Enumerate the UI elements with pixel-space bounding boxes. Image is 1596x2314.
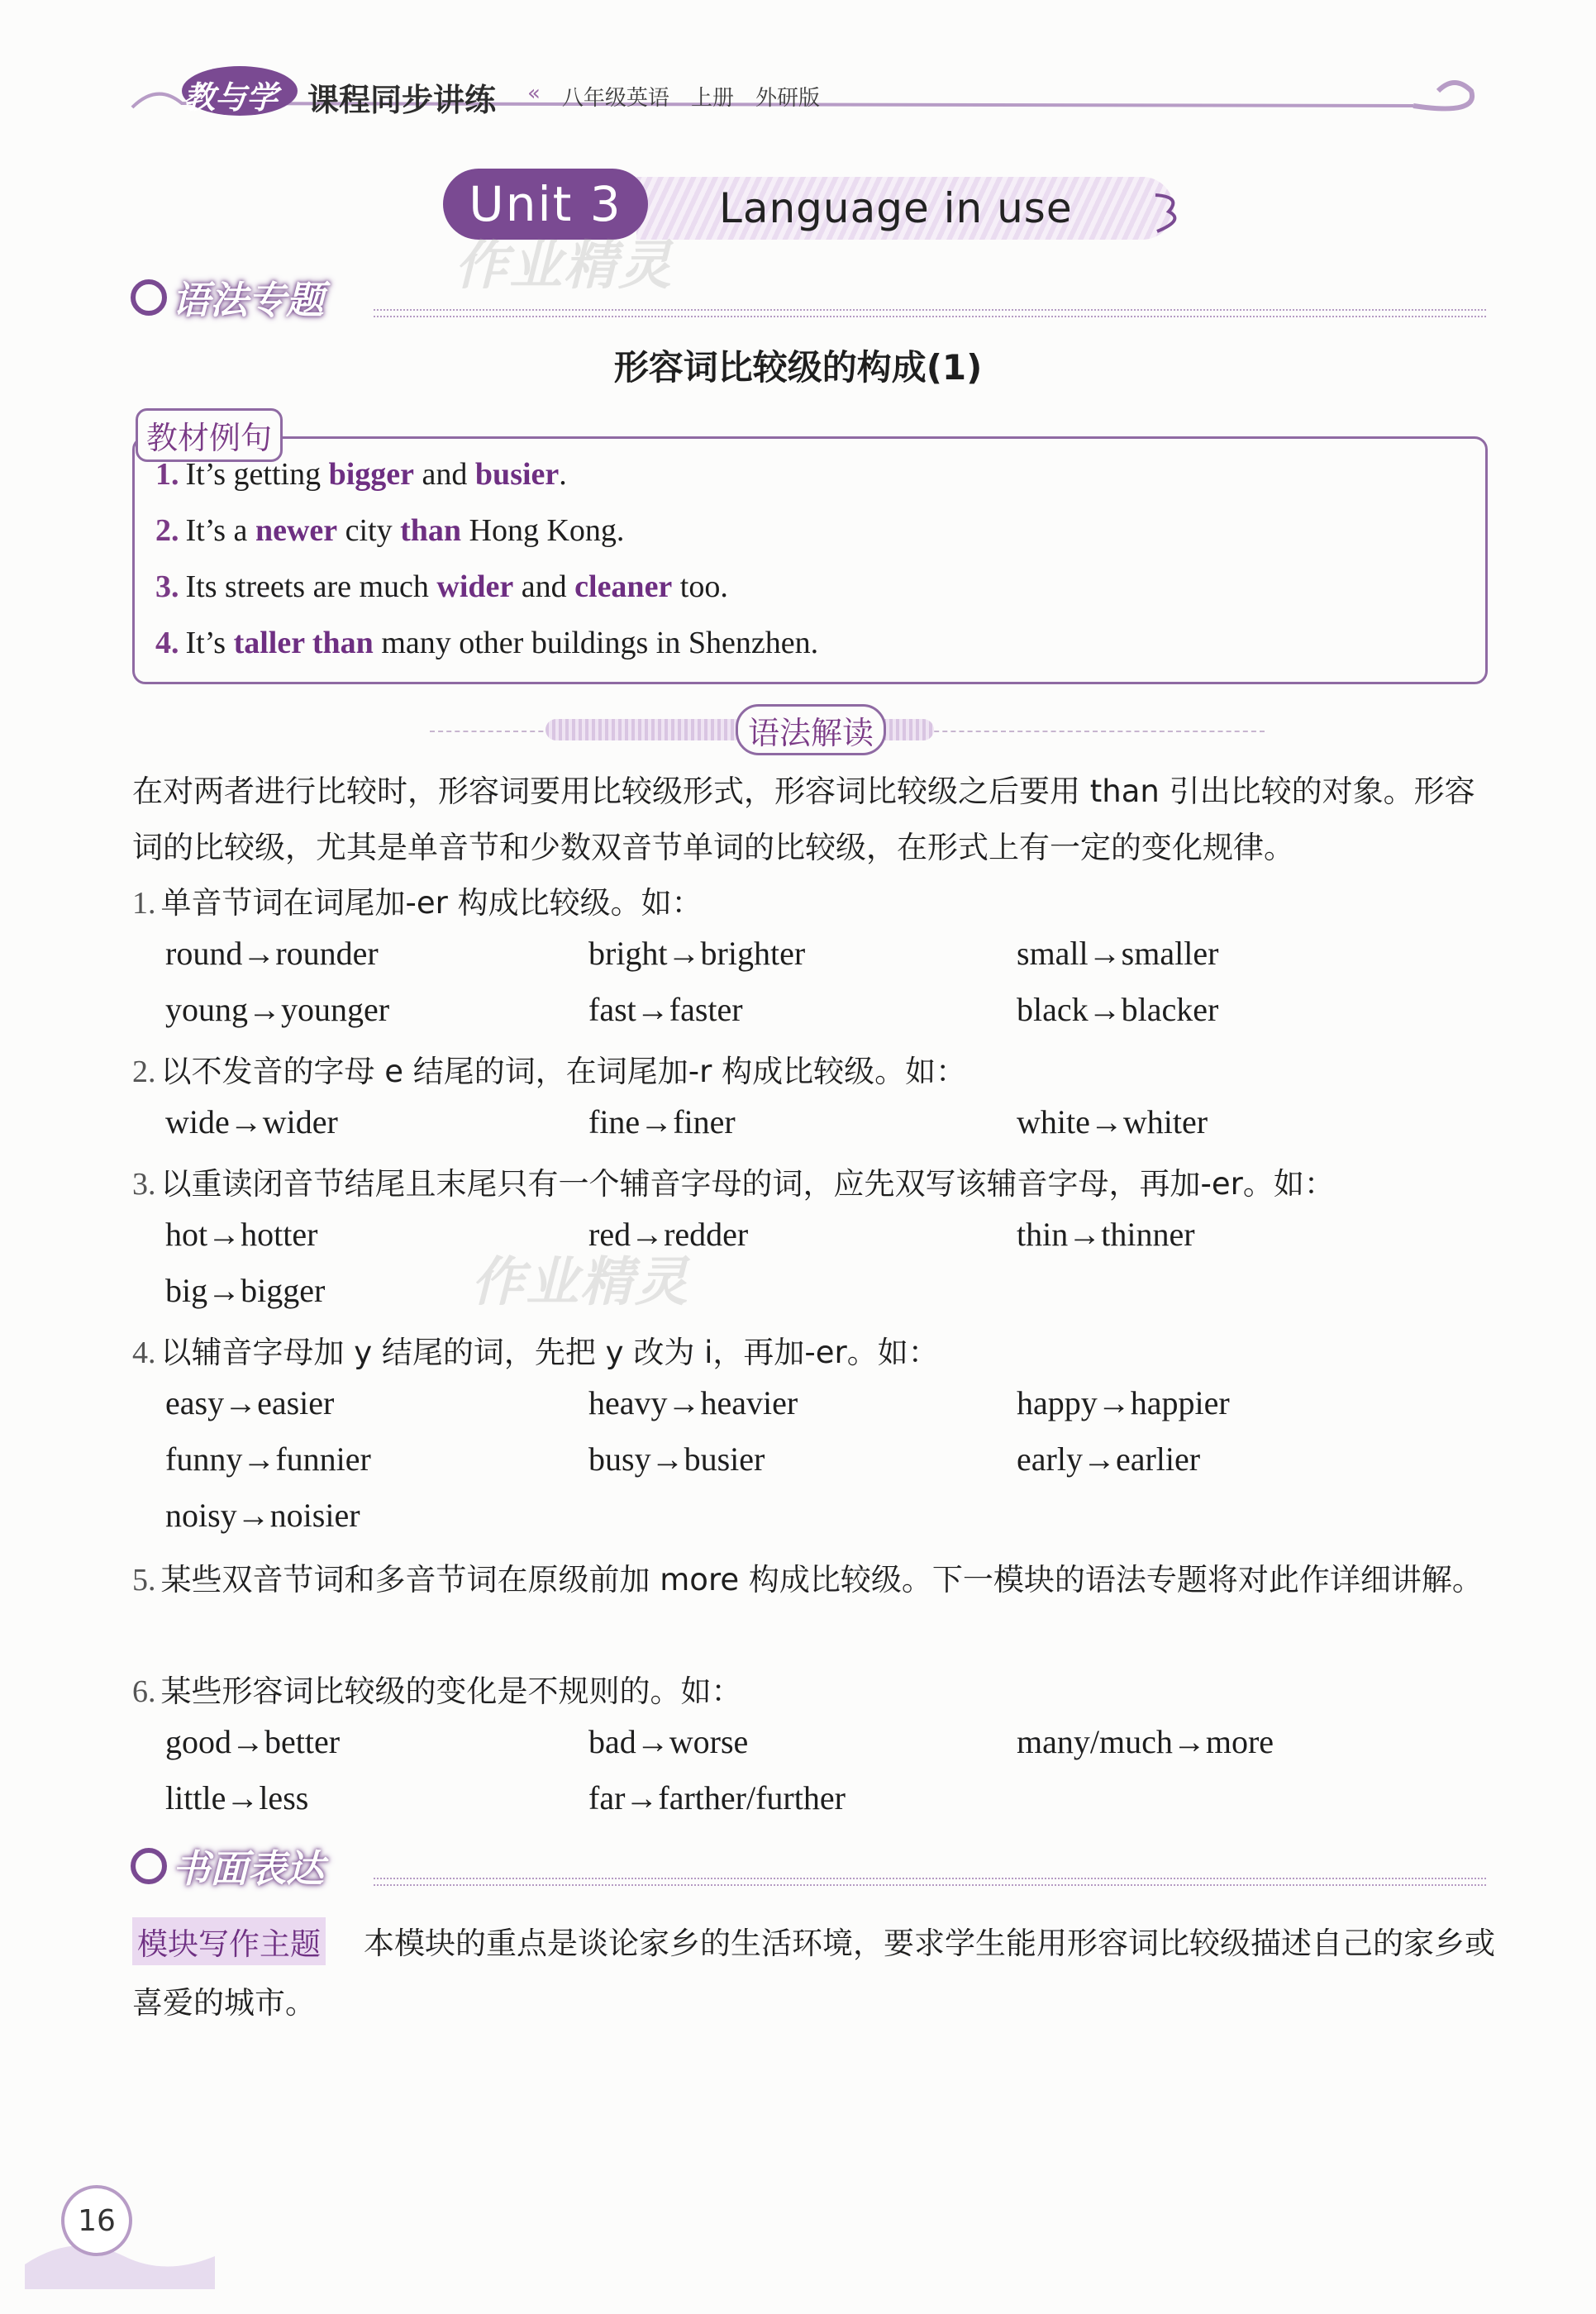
grammar-section-label: 语法专题 [172,278,324,322]
grammar-title: 形容词比较级的构成(1) [613,347,983,388]
example-word: funny→funnier [165,1440,371,1478]
explain-intro: 在对两者进行比较时，形容词要用比较级形式，形容词比较级之后要用 than 引出比较的对象。形容词的比较级，尤其是单音节和少数双音节单词的比较级，在形式上有一定的变化规律。 [132,774,1475,865]
example-word: bright→brighter [588,935,806,972]
watermark-top: 作业精灵 [455,236,673,297]
grammar-section-tag [131,273,324,322]
writing-topic-tag: 模块写作主题 [132,1917,326,1965]
example-word: far→farther/further [588,1779,846,1816]
example-word: wide→wider [165,1103,338,1140]
example-word: round→rounder [165,935,379,972]
example-word: hot→hotter [165,1216,318,1253]
example-word: white→whiter [1017,1103,1208,1140]
example-word: noisy→noisier [165,1497,360,1534]
header-edition: 外研版 [755,86,820,111]
rule-5: 5. 某些双音节词和多音节词在原级前加 more 构成比较级。下一模块的语法专题将对此作详细讲解。 [132,1562,1483,1597]
example-word: good→better [165,1723,341,1760]
watermark-mid: 作业精灵 [471,1252,689,1313]
writing-section-label: 书面表达 [172,1846,324,1891]
example-word: early→earlier [1017,1440,1201,1478]
example-word: busy→busier [588,1440,765,1478]
writing-section-line [374,1878,1486,1886]
header-quote: « [527,81,541,106]
rule-4: 4. 以辅音字母加 y 结尾的词，先把 y 改为 i，再加-er。如： [132,1335,939,1370]
header-brand: 教与学 [183,78,279,116]
example-line: 3. Its streets are much wider and cleaner too. [155,569,728,604]
section-circle-icon [131,1848,167,1884]
writing-section-tag [131,1841,324,1891]
example-word: bad→worse [588,1723,749,1760]
unit-subtitle: Language in use [719,184,1073,232]
grammar-section-line [374,309,1486,317]
explain-divider-right [917,731,1265,732]
header-grade: 八年级英语 [561,86,669,111]
example-word: fine→finer [588,1103,736,1140]
example-word: small→smaller [1017,935,1219,972]
rule-6: 6. 某些形容词比较级的变化是不规则的。如： [132,1674,742,1709]
example-word: red→redder [588,1216,749,1253]
example-word: many/much→more [1017,1723,1274,1760]
rule-1: 1. 单音节词在词尾加-er 构成比较级。如： [132,885,703,921]
example-line: 2. It’s a newer city than Hong Kong. [155,513,625,548]
header-title: 课程同步讲练 [307,82,497,118]
example-line: 1. It’s getting bigger and busier. [155,457,567,492]
example-word: young→younger [165,991,390,1028]
explain-label: 语法解读 [736,704,886,755]
page-number: 16 [61,2185,132,2256]
example-word: thin→thinner [1017,1216,1195,1253]
example-word: black→blacker [1017,991,1219,1028]
unit-swirl-icon [1149,187,1190,236]
section-circle-icon [131,279,167,316]
header-subtitle [527,81,820,112]
example-word: fast→faster [588,991,743,1028]
header-volume: 上册 [690,86,734,111]
writing-text: 本模块的重点是谈论家乡的生活环境，要求学生能用形容词比较级描述自己的家乡或喜爱的城市。 [132,1926,1495,2021]
example-word: little→less [165,1779,309,1816]
example-word: heavy→heavier [588,1384,798,1421]
examples-label: 教材例句 [136,408,283,462]
rule-2: 2. 以不发音的字母 e 结尾的词，在词尾加-r 构成比较级。如： [132,1054,967,1089]
unit-badge: Unit 3 [443,169,648,240]
rule-3: 3. 以重读闭音节结尾且末尾只有一个辅音字母的词，应先双写该辅音字母，再加-er。如： [132,1166,1335,1202]
example-word: happy→happier [1017,1384,1230,1421]
example-word: big→bigger [165,1272,326,1309]
example-word: easy→easier [165,1384,335,1421]
example-line: 4. It’s taller than many other buildings in Shenzhen. [155,626,819,660]
